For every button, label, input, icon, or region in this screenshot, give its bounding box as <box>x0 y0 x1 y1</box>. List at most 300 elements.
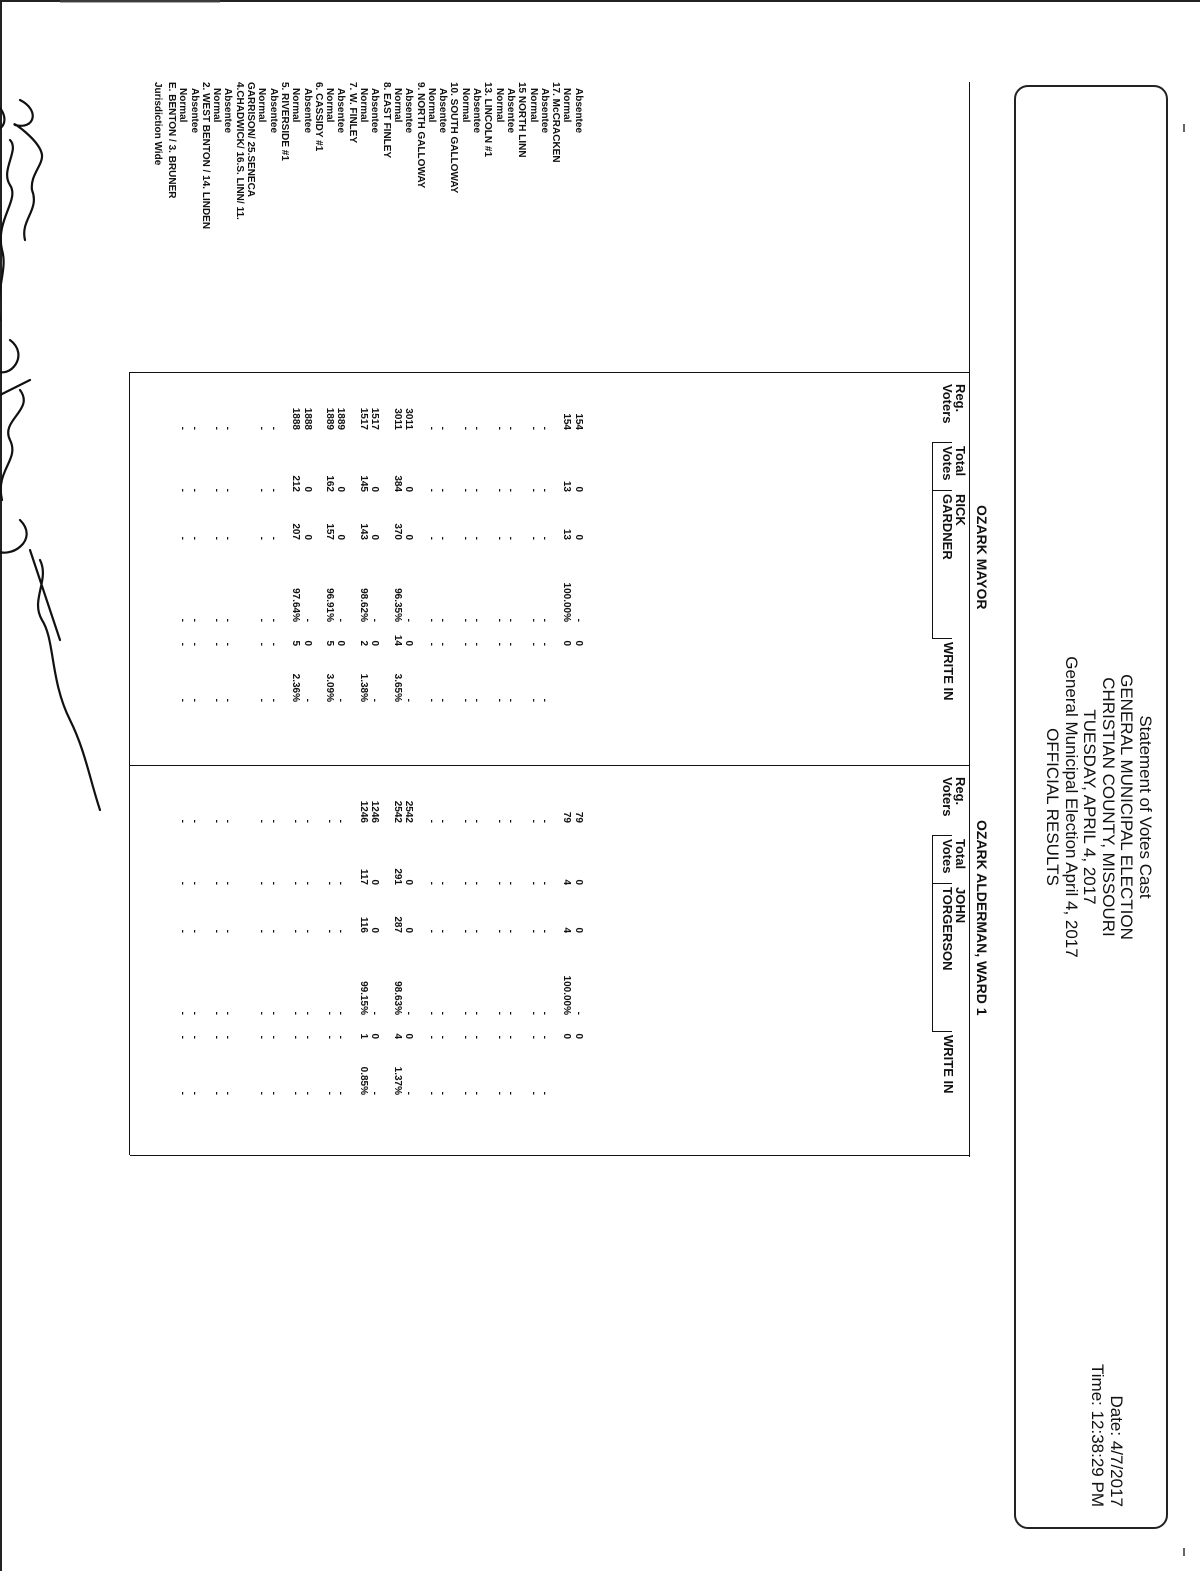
alderman-value-cell: - <box>437 1091 449 1095</box>
alderman-value-cell: - <box>177 929 189 933</box>
mayor-value-cell: - <box>437 642 449 646</box>
mayor-value-cell: - <box>301 618 313 622</box>
alderman-value-cell: - <box>471 1091 483 1095</box>
vote-type-label: Absentee <box>471 88 483 134</box>
mayor-value-cell: 1888 <box>301 407 313 430</box>
alderman-value-cell: - <box>459 881 471 885</box>
alderman-value-cell: - <box>267 819 279 823</box>
precinct-label: 7. W. FINLEY <box>346 82 358 144</box>
mayor-value-cell: 5 <box>290 640 302 646</box>
mayor-value-cell: - <box>471 642 483 646</box>
precinct-label: 10. SOUTH GALLOWAY <box>448 82 460 194</box>
mayor-value-cell: - <box>256 698 268 702</box>
mayor-value-cell: 0 <box>403 486 415 492</box>
mayor-value-cell: 0 <box>572 486 584 492</box>
mayor-value-cell: - <box>177 536 189 540</box>
table-row <box>528 82 539 1482</box>
alderman-value-cell: 1246 <box>358 800 370 823</box>
table-row <box>426 82 437 1482</box>
precinct-label: 13. LINCOLN #1 <box>482 82 494 158</box>
alderman-value-cell: - <box>188 1035 200 1039</box>
vote-type-label: Normal <box>177 88 189 123</box>
vote-type-label: Normal <box>256 88 268 123</box>
alderman-value-cell: - <box>188 1011 200 1015</box>
table-row <box>189 82 200 1482</box>
signature-stroke <box>0 340 30 500</box>
mayor-value-cell: - <box>493 488 505 492</box>
mayor-value-cell: - <box>211 536 223 540</box>
alderman-value-cell: - <box>538 929 550 933</box>
alderman-value-cell: - <box>188 1091 200 1095</box>
mayor-value-cell: 0 <box>369 534 381 540</box>
alderman-value-cell: - <box>211 881 223 885</box>
mayor-value-cell: - <box>527 488 539 492</box>
alderman-value-cell: - <box>335 929 347 933</box>
column-divider-rule <box>932 638 952 639</box>
alderman-value-cell: 291 <box>392 868 403 885</box>
official-signatures <box>0 80 160 820</box>
alderman-value-cell: - <box>267 1091 279 1095</box>
vote-type-label: Normal <box>493 88 505 123</box>
alderman-value-cell: 0.85% <box>358 1066 370 1095</box>
mayor-value-cell: 0 <box>301 534 313 540</box>
alderman-value-cell: - <box>437 1035 449 1039</box>
vote-type-label: Absentee <box>437 88 449 134</box>
alderman-value-cell: - <box>256 881 268 885</box>
mayor-value-cell: - <box>188 536 200 540</box>
precinct-label: 4.CHADWICK/ 16.S. LINN/ 11. <box>233 82 245 220</box>
mayor-value-cell: 3.09% <box>324 673 336 702</box>
alderman-value-cell: 1.37% <box>392 1066 403 1095</box>
alderman-value-cell: - <box>256 929 268 933</box>
election-name-line: GENERAL MUNICIPAL ELECTION <box>1117 674 1137 940</box>
col-total-votes-mayor: Total Votes <box>940 446 968 481</box>
alderman-value-cell: 116 <box>358 916 370 933</box>
table-row <box>336 82 347 1482</box>
vote-type-label: Normal <box>392 88 403 123</box>
mayor-value-cell: - <box>425 618 437 622</box>
mayor-value-cell: - <box>425 698 437 702</box>
precinct-label: 6. CASSIDY #1 <box>312 82 324 152</box>
mayor-value-cell: 13 <box>561 480 573 492</box>
alderman-value-cell: - <box>437 819 449 823</box>
alderman-value-cell: - <box>471 929 483 933</box>
mayor-value-cell: - <box>505 536 516 540</box>
alderman-value-cell: - <box>177 1011 189 1015</box>
mayor-value-cell: 212 <box>290 475 302 492</box>
mayor-value-cell: 0 <box>301 486 313 492</box>
column-divider-rule <box>932 442 933 638</box>
alderman-value-cell: - <box>425 1035 437 1039</box>
mayor-value-cell: 96.35% <box>392 588 403 622</box>
alderman-value-cell: - <box>267 929 279 933</box>
mayor-value-cell: - <box>505 698 516 702</box>
mayor-value-cell: 97.64% <box>290 588 302 622</box>
alderman-value-cell: - <box>459 1011 471 1015</box>
mayor-value-cell: - <box>538 426 550 430</box>
alderman-value-cell: - <box>222 1035 234 1039</box>
table-row <box>369 82 380 1482</box>
table-row <box>268 82 279 1482</box>
mayor-value-cell: - <box>211 618 223 622</box>
report-header-box <box>1014 85 1168 1529</box>
mayor-value-cell: - <box>471 426 483 430</box>
alderman-value-cell: - <box>211 929 223 933</box>
alderman-value-cell: - <box>527 1011 539 1015</box>
table-row <box>562 82 573 1482</box>
mayor-value-cell: - <box>459 698 471 702</box>
col-reg-voters-mayor: Reg. Voters <box>940 384 968 424</box>
alderman-value-cell: - <box>335 819 347 823</box>
mayor-value-cell: - <box>437 488 449 492</box>
mayor-value-cell: - <box>471 488 483 492</box>
mayor-value-cell: 154 <box>572 413 584 430</box>
vote-type-label: Absentee <box>538 88 550 134</box>
mayor-value-cell: 0 <box>561 640 573 646</box>
mayor-value-cell: 0 <box>335 486 347 492</box>
alderman-value-cell: - <box>188 819 200 823</box>
alderman-value-cell: - <box>471 819 483 823</box>
mayor-value-cell: - <box>369 698 381 702</box>
alderman-value-cell: 0 <box>561 1033 573 1039</box>
table-row <box>471 82 482 1482</box>
table-row <box>437 82 448 1482</box>
alderman-value-cell: 0 <box>572 1033 584 1039</box>
vote-type-label: Normal <box>527 88 539 123</box>
mayor-value-cell: - <box>459 642 471 646</box>
mayor-value-cell: - <box>425 426 437 430</box>
precinct-label: 15 NORTH LINN <box>516 82 528 158</box>
mayor-value-cell: - <box>267 618 279 622</box>
vote-type-label: Absentee <box>403 88 415 134</box>
mayor-value-cell: - <box>437 426 449 430</box>
alderman-value-cell: - <box>538 1035 550 1039</box>
alderman-value-cell: - <box>188 881 200 885</box>
alderman-value-cell: - <box>301 1091 313 1095</box>
alderman-value-cell: - <box>505 1011 516 1015</box>
report-time: Time: 12:38:29 PM <box>1088 1364 1107 1507</box>
mayor-value-cell: - <box>437 618 449 622</box>
table-row <box>494 82 505 1482</box>
mayor-value-cell: - <box>256 642 268 646</box>
mayor-value-cell: - <box>493 618 505 622</box>
mayor-value-cell: - <box>256 426 268 430</box>
alderman-value-cell: - <box>493 1011 505 1015</box>
alderman-value-cell: - <box>527 929 539 933</box>
mayor-value-cell: - <box>188 426 200 430</box>
alderman-value-cell: - <box>471 1011 483 1015</box>
alderman-value-cell: - <box>538 819 550 823</box>
vote-type-label: Absentee <box>188 88 200 134</box>
alderman-value-cell: - <box>505 819 516 823</box>
alderman-value-cell: - <box>222 929 234 933</box>
mayor-value-cell: 98.62% <box>358 588 370 622</box>
mayor-value-cell: - <box>493 426 505 430</box>
mayor-value-cell: - <box>459 618 471 622</box>
alderman-value-cell: - <box>211 1035 223 1039</box>
mayor-value-cell: - <box>527 618 539 622</box>
mayor-value-cell: - <box>493 642 505 646</box>
alderman-value-cell: - <box>403 1011 415 1015</box>
column-divider-rule <box>932 835 933 1031</box>
alderman-value-cell: - <box>425 1091 437 1095</box>
alderman-value-cell: - <box>177 819 189 823</box>
alderman-value-cell: - <box>459 1091 471 1095</box>
mayor-value-cell: 0 <box>403 534 415 540</box>
mayor-value-cell: - <box>177 426 189 430</box>
table-row <box>392 82 403 1482</box>
jurisdiction-header: Jurisdiction Wide <box>152 82 163 166</box>
mayor-value-cell: 3011 <box>403 408 415 430</box>
precinct-label: 9. NORTH GALLOWAY <box>414 82 426 189</box>
mayor-value-cell: - <box>459 536 471 540</box>
mayor-value-cell: 1888 <box>290 407 302 430</box>
alderman-value-cell: 287 <box>392 916 403 933</box>
alderman-value-cell: - <box>527 1091 539 1095</box>
mayor-value-cell: 1889 <box>335 407 347 430</box>
alderman-value-cell: - <box>425 819 437 823</box>
alderman-value-cell: - <box>301 819 313 823</box>
alderman-value-cell: - <box>459 929 471 933</box>
alderman-value-cell: 0 <box>572 927 584 933</box>
alderman-value-cell: - <box>188 929 200 933</box>
alderman-value-cell: - <box>403 1091 415 1095</box>
mayor-value-cell: - <box>335 618 347 622</box>
alderman-value-cell: - <box>222 881 234 885</box>
precinct-label: GARRISON/ 25.SENECA <box>245 82 257 198</box>
column-divider-rule <box>932 835 952 836</box>
mayor-value-cell: - <box>177 618 189 622</box>
vote-type-label: Normal <box>211 88 223 123</box>
vote-type-label: Absentee <box>222 88 234 134</box>
vote-type-label: Absentee <box>335 88 347 134</box>
alderman-value-cell: - <box>437 1011 449 1015</box>
alderman-value-cell: - <box>493 1091 505 1095</box>
mayor-value-cell: - <box>459 488 471 492</box>
county-line: CHRISTIAN COUNTY, MISSOURI <box>1099 677 1118 937</box>
mayor-value-cell: - <box>267 488 279 492</box>
table-row <box>177 82 188 1482</box>
alderman-value-cell: - <box>211 819 223 823</box>
precinct-row <box>550 82 561 1482</box>
mayor-value-cell: 1517 <box>369 407 381 430</box>
mayor-value-cell: - <box>425 642 437 646</box>
mayor-value-cell: - <box>471 698 483 702</box>
precinct-row <box>279 82 290 1482</box>
mayor-value-cell: - <box>437 698 449 702</box>
mayor-value-cell: - <box>505 642 516 646</box>
col-write-in-alderman: WRITE IN <box>941 1035 956 1094</box>
alderman-value-cell: - <box>256 819 268 823</box>
alderman-value-cell: 1 <box>358 1033 370 1039</box>
alderman-value-cell: - <box>369 1011 381 1015</box>
mayor-value-cell: 3.65% <box>392 673 403 702</box>
vote-type-label: Normal <box>425 88 437 123</box>
report-title-block <box>1043 467 1154 1147</box>
alderman-value-cell: - <box>324 929 336 933</box>
precinct-row <box>245 82 256 1482</box>
signature-stroke <box>0 100 13 320</box>
mayor-value-cell: - <box>256 618 268 622</box>
alderman-value-cell: - <box>335 881 347 885</box>
alderman-value-cell: - <box>290 1011 302 1015</box>
mayor-value-cell: - <box>177 642 189 646</box>
alderman-value-cell: - <box>177 1035 189 1039</box>
alderman-value-cell: - <box>493 929 505 933</box>
mayor-value-cell: - <box>369 618 381 622</box>
vote-type-label: Absentee <box>301 88 313 134</box>
alderman-value-cell: - <box>324 1091 336 1095</box>
alderman-value-cell: - <box>290 819 302 823</box>
mayor-value-cell: 0 <box>572 534 584 540</box>
vote-type-label: Absentee <box>267 88 279 134</box>
mayor-value-cell: - <box>267 698 279 702</box>
mayor-value-cell: - <box>538 698 550 702</box>
mayor-value-cell: - <box>572 618 584 622</box>
mayor-value-cell: - <box>211 642 223 646</box>
alderman-value-cell: 100.00% <box>561 975 573 1015</box>
alderman-value-cell: - <box>471 881 483 885</box>
table-row <box>505 82 516 1482</box>
mayor-value-cell: 0 <box>369 486 381 492</box>
alderman-value-cell: - <box>324 819 336 823</box>
mayor-value-cell: - <box>505 618 516 622</box>
mayor-value-cell: - <box>493 536 505 540</box>
vote-type-label: Absentee <box>505 88 516 134</box>
alderman-value-cell: - <box>211 1011 223 1015</box>
mayor-value-cell: 384 <box>392 475 403 492</box>
precinct-row <box>234 82 245 1482</box>
mayor-value-cell: - <box>527 536 539 540</box>
mayor-value-cell: 154 <box>561 413 573 430</box>
alderman-value-cell: - <box>267 1011 279 1015</box>
precinct-row <box>166 82 177 1482</box>
precinct-row <box>415 82 426 1482</box>
vote-type-label: Normal <box>290 88 302 123</box>
alderman-value-cell: 0 <box>369 927 381 933</box>
alderman-value-cell: 79 <box>572 811 584 823</box>
mayor-value-cell: - <box>267 536 279 540</box>
precinct-label: 5. RIVERSIDE #1 <box>279 82 290 161</box>
alderman-value-cell: 4 <box>392 1033 403 1039</box>
mayor-value-cell: - <box>211 426 223 430</box>
mayor-value-cell: 0 <box>335 534 347 540</box>
mayor-value-cell: - <box>505 426 516 430</box>
column-divider-rule <box>932 883 952 884</box>
precinct-label: 17. McCRACKEN <box>550 82 562 163</box>
mayor-value-cell: - <box>211 698 223 702</box>
mayor-value-cell: - <box>538 536 550 540</box>
mayor-value-cell: - <box>538 488 550 492</box>
precinct-row <box>313 82 324 1482</box>
alderman-value-cell: - <box>505 1091 516 1095</box>
alderman-value-cell: - <box>301 1035 313 1039</box>
mayor-value-cell: - <box>459 426 471 430</box>
mayor-value-cell: 0 <box>572 640 584 646</box>
mayor-value-cell: - <box>538 618 550 622</box>
mayor-value-cell: - <box>425 488 437 492</box>
alderman-value-cell: - <box>493 881 505 885</box>
alderman-value-cell: - <box>493 1035 505 1039</box>
mayor-value-cell: - <box>505 488 516 492</box>
alderman-value-cell: - <box>324 1011 336 1015</box>
mayor-value-cell: 100.00% <box>561 582 573 622</box>
alderman-value-cell: - <box>256 1091 268 1095</box>
alderman-value-cell: - <box>527 881 539 885</box>
vote-type-label: Normal <box>561 88 573 123</box>
mayor-value-cell: - <box>267 642 279 646</box>
alderman-value-cell: - <box>267 1035 279 1039</box>
alderman-value-cell: - <box>369 1091 381 1095</box>
mayor-value-cell: 3011 <box>392 408 403 430</box>
mayor-value-cell: - <box>222 536 234 540</box>
mayor-value-cell: - <box>188 642 200 646</box>
election-subtitle-line: General Municipal Election April 4, 2017 <box>1062 656 1081 958</box>
table-row <box>211 82 222 1482</box>
alderman-value-cell: - <box>177 1091 189 1095</box>
signature-stroke <box>0 520 100 810</box>
mayor-value-cell: - <box>256 488 268 492</box>
mayor-value-cell: - <box>222 488 234 492</box>
mayor-value-cell: - <box>267 426 279 430</box>
precinct-label: E. BENTON / 3. BRUNER <box>166 82 177 199</box>
mayor-value-cell: 1889 <box>324 407 336 430</box>
alderman-value-cell: - <box>290 1035 302 1039</box>
alderman-value-cell: - <box>505 1035 516 1039</box>
alderman-value-cell: 2542 <box>403 800 415 823</box>
mayor-value-cell: - <box>188 698 200 702</box>
mayor-value-cell: - <box>403 698 415 702</box>
mayor-value-cell: - <box>538 642 550 646</box>
table-row <box>573 82 584 1482</box>
mayor-value-cell: 0 <box>403 640 415 646</box>
alderman-value-cell: - <box>256 1035 268 1039</box>
alderman-value-cell: - <box>335 1035 347 1039</box>
mayor-value-cell: - <box>437 536 449 540</box>
vote-type-label: Normal <box>324 88 336 123</box>
alderman-value-cell: 98.63% <box>392 981 403 1015</box>
mayor-value-cell: - <box>403 618 415 622</box>
mayor-value-cell: 13 <box>561 528 573 540</box>
race-title-alderman: OZARK ALDERMAN, WARD 1 <box>974 820 990 1016</box>
alderman-value-cell: - <box>301 929 313 933</box>
alderman-value-cell: - <box>527 1035 539 1039</box>
alderman-value-cell: - <box>324 881 336 885</box>
signature-stroke <box>14 100 42 240</box>
mayor-value-cell: - <box>301 698 313 702</box>
mayor-value-cell: - <box>188 618 200 622</box>
alderman-value-cell: - <box>290 881 302 885</box>
precinct-row <box>347 82 358 1482</box>
mayor-value-cell: - <box>527 698 539 702</box>
precinct-row <box>449 82 460 1482</box>
race-title-mayor: OZARK MAYOR <box>974 505 990 610</box>
col-reg-voters-alderman: Reg. Voters <box>940 777 968 817</box>
mayor-value-cell: - <box>471 536 483 540</box>
alderman-value-cell: - <box>335 1011 347 1015</box>
mayor-value-cell: 1.38% <box>358 673 370 702</box>
precinct-label: 8. EAST FINLEY <box>380 82 392 159</box>
alderman-value-cell: - <box>425 1011 437 1015</box>
column-divider-rule <box>932 1031 952 1032</box>
mayor-value-cell: 143 <box>358 523 370 540</box>
alderman-value-cell: - <box>505 881 516 885</box>
mayor-value-cell: 370 <box>392 523 403 540</box>
alderman-value-cell: 0 <box>403 879 415 885</box>
alderman-value-cell: 2542 <box>392 800 403 823</box>
alderman-value-cell: - <box>301 1011 313 1015</box>
alderman-value-cell: 0 <box>403 1033 415 1039</box>
